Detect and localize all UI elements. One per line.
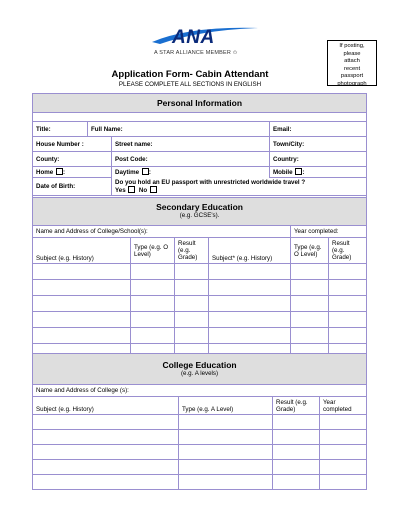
no-checkbox[interactable] [150, 186, 157, 193]
table-row[interactable] [33, 264, 367, 280]
year-completed-field[interactable]: Year completed: [291, 226, 367, 238]
table-row[interactable] [33, 328, 367, 344]
secondary-education-table [32, 197, 367, 360]
email-field[interactable]: Email: [270, 122, 367, 137]
home-phone-field[interactable]: Home : [33, 167, 112, 178]
college-education-table [32, 353, 367, 490]
star-alliance-icon: ✩ [232, 50, 238, 56]
college-type-col-header: Type (e.g. A Level) [179, 397, 273, 415]
full-name-field[interactable]: Full Name: [88, 122, 270, 137]
daytime-phone-field[interactable]: Daytime : [112, 167, 270, 178]
title-field[interactable]: Title: [33, 122, 88, 137]
result-col-header: Result (e.g. Grade) [175, 238, 209, 264]
photo-box: If posting, please attach recent passport photograph [327, 40, 377, 86]
secondary-education-header: Secondary Education (e.g. GCSE's). [33, 198, 367, 226]
table-row[interactable] [33, 280, 367, 296]
college-year-col-header: Year completed [320, 397, 367, 415]
home-checkbox[interactable] [56, 168, 63, 175]
post-code-field[interactable]: Post Code: [112, 152, 270, 167]
dob-field[interactable]: Date of Birth: [33, 178, 112, 196]
table-row[interactable] [33, 460, 367, 475]
college-result-col-header: Result (e.g. Grade) [273, 397, 320, 415]
type-col-header: Type (e.g. O Level) [131, 238, 175, 264]
street-name-field[interactable]: Street name: [112, 137, 270, 152]
table-row[interactable] [33, 475, 367, 490]
type2-col-header: Type (e.g. O Level) [291, 238, 329, 264]
result2-col-header: Result (e.g. Grade) [329, 238, 367, 264]
country-field[interactable]: Country: [270, 152, 367, 167]
table-row[interactable] [33, 445, 367, 460]
daytime-checkbox[interactable] [142, 168, 149, 175]
personal-info-header: Personal Information [33, 94, 367, 113]
star-alliance-tagline: A STAR ALLIANCE MEMBER ✩ [154, 50, 238, 56]
college-subject-col-header: Subject (e.g. History) [33, 397, 179, 415]
subject-col-header: Subject (e.g. History) [33, 238, 131, 264]
form-subtitle: PLEASE COMPLETE ALL SECTIONS IN ENGLISH [118, 81, 262, 88]
brand-name: ANA [172, 27, 215, 48]
personal-info-table [32, 93, 367, 208]
ana-logo [150, 24, 260, 62]
table-row[interactable] [33, 312, 367, 328]
table-row[interactable] [33, 430, 367, 445]
school-name-field[interactable]: Name and Address of College/School(s): [33, 226, 291, 238]
eu-passport-question: Do you hold an EU passport with unrestricted worldwide travel ? Yes No [112, 178, 367, 196]
mobile-phone-field[interactable]: Mobile : [270, 167, 367, 178]
table-row[interactable] [33, 296, 367, 312]
form-title: Application Form- Cabin Attendant [111, 69, 269, 80]
town-field[interactable]: Town/City: [270, 137, 367, 152]
yes-checkbox[interactable] [128, 186, 135, 193]
house-number-field[interactable]: House Number : [33, 137, 112, 152]
subject2-col-header: Subject* (e.g. History) [209, 238, 291, 264]
mobile-checkbox[interactable] [295, 168, 302, 175]
college-education-header: College Education (e.g. A levels) [33, 354, 367, 385]
college-name-field[interactable]: Name and Address of College (s): [33, 385, 367, 397]
county-field[interactable]: County: [33, 152, 112, 167]
table-row[interactable] [33, 415, 367, 430]
